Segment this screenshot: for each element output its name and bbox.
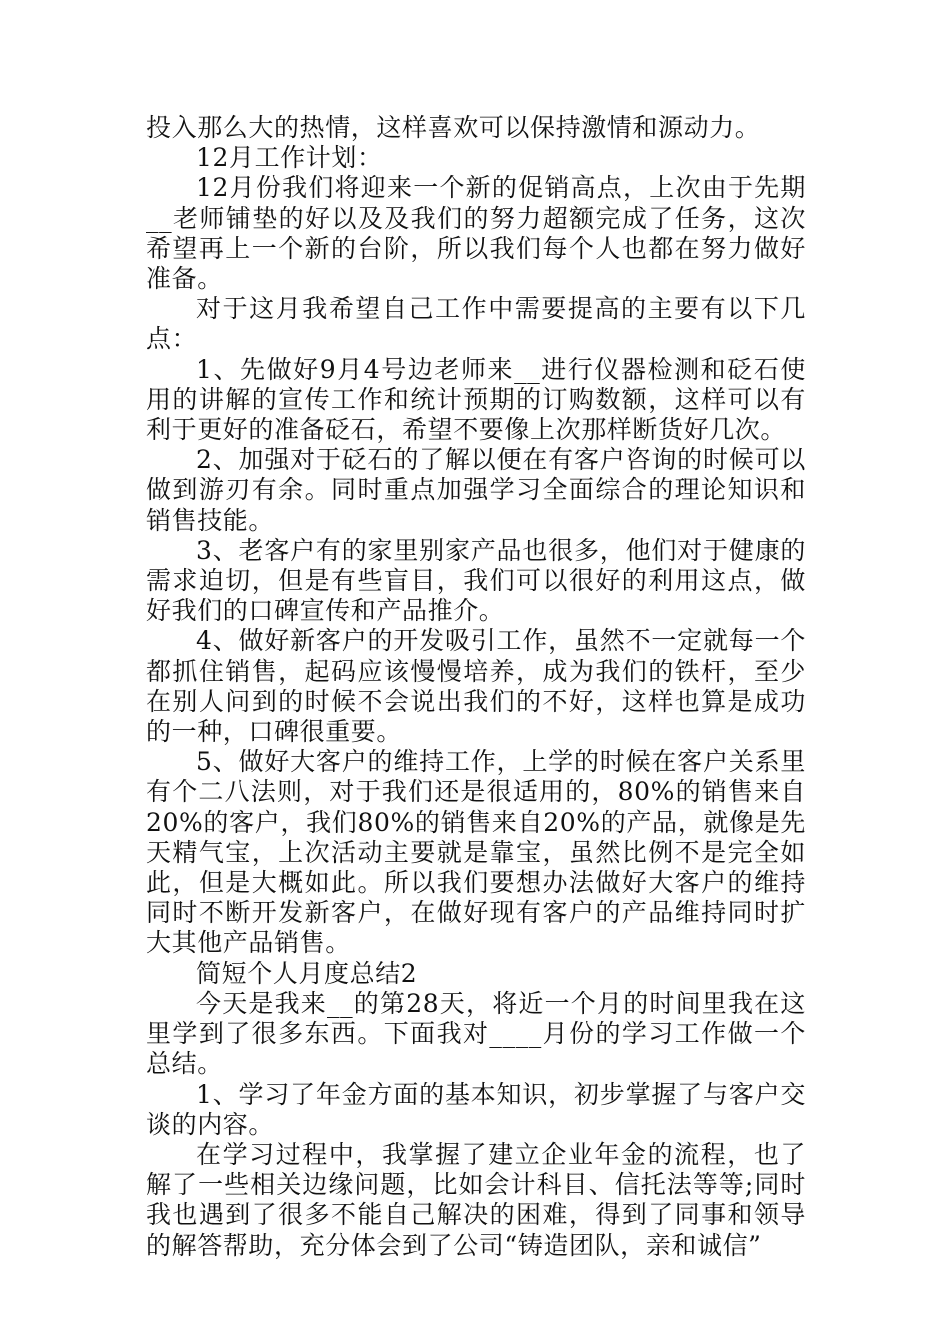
document-body <box>146 113 806 1261</box>
paragraph: 在学习过程中，我掌握了建立企业年金的流程，也了解了一些相关边缘问题，比如会计科目、信托法等等;同时我也遇到了很多不能自己解决的困难，得到了同事和领导的解答帮助，充分体会到了公司“铸造团队，亲和诚信” <box>146 1139 806 1260</box>
section-heading: 简短个人月度总结2 <box>196 958 418 988</box>
paragraph: 12月份我们将迎来一个新的促销高点，上次由于先期__老师铺垫的好以及及我们的努力超额完成了任务，这次希望再上一个新的台阶，所以我们每个人也都在努力做好准备。 <box>146 173 806 294</box>
list-item: 1、学习了年金方面的基本知识，初步掌握了与客户交谈的内容。 <box>146 1079 806 1139</box>
list-item: 3、老客户有的家里别家产品也很多，他们对于健康的需求迫切，但是有些盲目，我们可以很好的利用这点，做好我们的口碑宣传和产品推介。 <box>146 535 806 626</box>
section-heading: 12月工作计划： <box>196 143 383 173</box>
paragraph: 投入那么大的热情，这样喜欢可以保持激情和源动力。 <box>146 113 761 142</box>
paragraph: 对于这月我希望自己工作中需要提高的主要有以下几点： <box>146 294 806 354</box>
list-item: 1、先做好9月4号边老师来__进行仪器检测和砭石使用的讲解的宣传工作和统计预期的订购数额，这样可以有利于更好的准备砭石，希望不要像上次那样断货好几次。 <box>146 354 806 445</box>
list-item: 2、加强对于砭石的了解以便在有客户咨询的时候可以做到游刃有余。同时重点加强学习全面综合的理论知识和销售技能。 <box>146 445 806 535</box>
paragraph: 今天是我来__的第28天，将近一个月的时间里我在这里学到了很多东西。下面我对____月份的学习工作做一个总结。 <box>146 988 806 1079</box>
list-item: 4、做好新客户的开发吸引工作，虽然不一定就每一个都抓住销售，起码应该慢慢培养，成为我们的铁杆，至少在别人问到的时候不会说出我们的不好，这样也算是成功的一种，口碑很重要。 <box>146 626 806 747</box>
list-item: 5、做好大客户的维持工作，上学的时候在客户关系里有个二八法则，对于我们还是很适用的，80%的销售来自20%的客户，我们80%的销售来自20%的产品，就像是先天精气宝，上次活动主要就是靠宝，虽然比例不是完全如此，但是大概如此。所以我们要想办法做好大客户的维持同时不断开发新客户，在做好现有客户的产品维持同时扩大其他产品销售。 <box>146 747 806 958</box>
